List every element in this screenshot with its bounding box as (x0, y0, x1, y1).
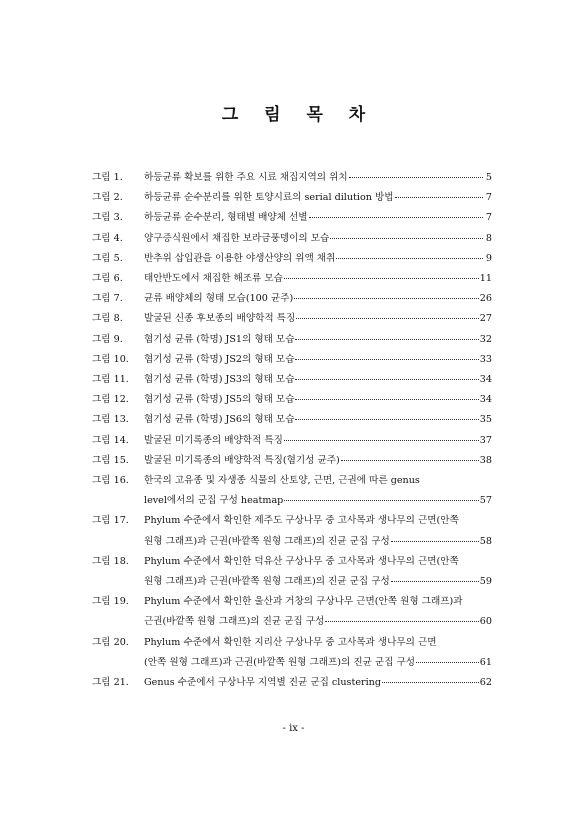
page-ref[interactable]: 57 (479, 495, 492, 507)
figure-caption: 양구증식원에서 채집한 보라금풍뎅이의 모습 (144, 232, 330, 244)
page-ref[interactable]: 61 (479, 656, 492, 668)
page-ref[interactable]: 32 (479, 333, 492, 345)
toc-entry[interactable] (92, 289, 492, 309)
page-ref[interactable]: 35 (479, 414, 492, 426)
toc-entry-line (92, 633, 492, 653)
page-ref[interactable]: 37 (479, 434, 492, 446)
page-number: - ix - (282, 723, 305, 734)
toc-entry-line (92, 572, 492, 592)
figure-caption: 혐기성 균류 (학명) JS3의 형태 모습 (144, 374, 295, 386)
toc-entry[interactable] (92, 188, 492, 208)
figure-caption: 하등균류 순수분리, 형태별 배양체 선별 (144, 212, 308, 224)
page-ref[interactable]: 27 (479, 313, 492, 325)
figure-caption: 태안반도에서 채집한 해조류 모습 (144, 273, 283, 285)
figure-number: 그림 13. (92, 414, 129, 426)
page-ref[interactable]: 7 (485, 212, 492, 224)
figure-caption: Phylum 수준에서 확인한 지리산 구상나무 중 고사목과 생나무의 근면 (144, 636, 437, 648)
dot-leader (295, 409, 478, 420)
figure-caption: 원형 그래프)과 근권(바깥쪽 원형 그래프)의 진균 군집 구성 (144, 576, 390, 588)
toc-entry[interactable] (92, 431, 492, 451)
figure-caption: Phylum 수준에서 확인한 제주도 구상나무 중 고사목과 생나무의 근면(안쪽 (144, 515, 459, 527)
toc-entry-line (92, 390, 492, 410)
toc-entry-line (92, 350, 492, 370)
toc-entry-line (92, 370, 492, 390)
page-ref[interactable]: 8 (485, 232, 492, 244)
dot-leader (336, 248, 483, 259)
figure-caption: 혐기성 균류 (학명) JS2의 형태 모습 (144, 353, 295, 365)
figure-caption: 혐기성 균류 (학명) JS1의 형태 모습 (144, 333, 295, 345)
toc-entry[interactable] (92, 390, 492, 410)
toc-entry[interactable] (92, 370, 492, 390)
page-ref[interactable]: 26 (479, 293, 492, 305)
toc-entry[interactable] (92, 309, 492, 329)
toc-entry[interactable] (92, 552, 492, 592)
toc-entry[interactable] (92, 451, 492, 471)
figure-caption: Genus 수준에서 구상나무 지역별 진균 군집 clustering (144, 677, 381, 689)
page-ref[interactable]: 33 (479, 353, 492, 365)
figure-number: 그림 1. (92, 172, 123, 183)
figure-caption: 한국의 고유종 및 자생종 식물의 산토양, 근면, 근권에 따른 genus (144, 475, 420, 487)
dot-leader (284, 268, 479, 279)
page-ref[interactable]: 58 (479, 535, 492, 547)
toc-entry[interactable] (92, 471, 492, 511)
page-ref[interactable]: 11 (479, 273, 492, 285)
dot-leader (395, 187, 484, 198)
toc-entry-line (92, 552, 492, 572)
page-ref[interactable]: 9 (485, 252, 492, 264)
figure-number: 그림 15. (92, 454, 129, 466)
toc-entry-line (92, 471, 492, 491)
figure-caption: Phylum 수준에서 확인한 울산과 거창의 구상나무 근면(안쪽 원형 그래프)과 (144, 596, 463, 608)
figure-list (92, 168, 492, 693)
dot-leader (294, 288, 479, 299)
figure-number: 그림 8. (92, 313, 123, 325)
toc-entry-line (92, 208, 492, 228)
figure-caption: 하등균류 순수분리를 위한 토양시료의 serial dilution 방법 (144, 192, 394, 204)
toc-entry[interactable] (92, 269, 492, 289)
figure-number: 그림 10. (92, 353, 129, 365)
dot-leader (309, 207, 483, 218)
figure-number: 그림 17. (92, 515, 129, 527)
page-title: 그 림 목 차 (221, 105, 376, 125)
figure-number: 그림 18. (92, 555, 129, 567)
figure-caption: 근권(바깥쪽 원형 그래프)의 진균 군집 구성 (144, 616, 325, 628)
toc-entry[interactable] (92, 511, 492, 551)
page-ref[interactable]: 34 (479, 394, 492, 406)
dot-leader (391, 531, 479, 542)
toc-entry[interactable] (92, 592, 492, 632)
dot-leader (295, 389, 478, 400)
figure-caption: level에서의 군집 구성 heatmap (144, 495, 284, 507)
dot-leader (284, 490, 478, 501)
toc-entry-line (92, 168, 492, 188)
toc-entry-line (92, 653, 492, 673)
figure-number: 그림 14. (92, 434, 129, 446)
dot-leader (284, 430, 479, 441)
toc-entry[interactable] (92, 673, 492, 693)
toc-entry[interactable] (92, 249, 492, 269)
dot-leader (296, 308, 479, 319)
toc-entry-line (92, 673, 492, 693)
toc-entry-line (92, 269, 492, 289)
dot-leader (330, 228, 483, 239)
dot-leader (416, 652, 479, 663)
figure-caption: 혐기성 균류 (학명) JS5의 형태 모습 (144, 394, 295, 406)
toc-entry-line (92, 592, 492, 612)
toc-entry-line (92, 188, 492, 208)
dot-leader (295, 369, 478, 380)
page-ref[interactable]: 59 (479, 576, 492, 588)
figure-caption: 혐기성 균류 (학명) JS6의 형태 모습 (144, 414, 295, 426)
figure-caption: 균류 배양체의 형태 모습(100 균주) (144, 293, 294, 305)
toc-entry-line (92, 249, 492, 269)
figure-number: 그림 7. (92, 293, 123, 305)
toc-entry[interactable] (92, 330, 492, 350)
figure-number: 그림 4. (92, 232, 123, 244)
figure-number: 그림 21. (92, 677, 129, 689)
page-ref[interactable]: 60 (479, 616, 492, 628)
page-ref[interactable]: 7 (485, 192, 492, 204)
figure-number: 그림 5. (92, 252, 123, 264)
toc-entry[interactable] (92, 633, 492, 673)
figure-number: 그림 3. (92, 212, 123, 224)
figure-number: 그림 16. (92, 475, 129, 487)
toc-entry[interactable] (92, 410, 492, 430)
figure-caption: 하등균류 확보를 위한 주요 시료 채집지역의 위치 (144, 172, 348, 183)
figure-caption: Phylum 수준에서 확인한 덕유산 구상나무 중 고사목과 생나무의 근면(안쪽 (144, 555, 459, 567)
toc-entry-line (92, 532, 492, 552)
figure-caption: 발굴된 미기록종의 배양학적 특징 (144, 434, 283, 446)
page-ref[interactable]: 38 (479, 454, 492, 466)
dot-leader (382, 672, 479, 683)
toc-entry-line (92, 431, 492, 451)
dot-leader (325, 611, 478, 622)
toc-entry-line (92, 410, 492, 430)
figure-number: 그림 2. (92, 192, 123, 204)
figure-number: 그림 12. (92, 394, 129, 406)
toc-entry[interactable] (92, 168, 492, 188)
page-ref[interactable]: 5 (485, 172, 492, 183)
toc-entry-line (92, 612, 492, 632)
dot-leader (391, 571, 479, 582)
dot-leader (295, 329, 478, 340)
figure-caption: 반추위 삽입관을 이용한 야생산양의 위액 채취 (144, 252, 336, 264)
toc-entry-line (92, 330, 492, 350)
dot-leader (349, 167, 483, 178)
page-ref[interactable]: 62 (479, 677, 492, 689)
toc-entry-line (92, 309, 492, 329)
figure-caption: 발굴된 미기록종의 배양학적 특징(혐기성 균주) (144, 454, 340, 466)
figure-caption: 원형 그래프)과 근권(바깥쪽 원형 그래프)의 진균 군집 구성 (144, 535, 390, 547)
figure-caption: 발굴된 신종 후보종의 배양학적 특징 (144, 313, 296, 325)
toc-entry-line (92, 229, 492, 249)
toc-entry[interactable] (92, 350, 492, 370)
toc-entry[interactable] (92, 229, 492, 249)
toc-entry-line (92, 289, 492, 309)
figure-number: 그림 20. (92, 636, 129, 648)
figure-number: 그림 11. (92, 374, 129, 386)
page-ref[interactable]: 34 (479, 374, 492, 386)
toc-entry-line (92, 491, 492, 511)
toc-entry-line (92, 451, 492, 471)
dot-leader (341, 450, 479, 461)
toc-entry-line (92, 511, 492, 531)
dot-leader (295, 349, 478, 360)
figure-number: 그림 19. (92, 596, 129, 608)
figure-number: 그림 6. (92, 273, 123, 285)
toc-entry[interactable] (92, 208, 492, 228)
figure-number: 그림 9. (92, 333, 123, 345)
figure-caption: (안쪽 원형 그래프)과 근권(바깥쪽 원형 그래프)의 진균 군집 구성 (144, 656, 416, 668)
